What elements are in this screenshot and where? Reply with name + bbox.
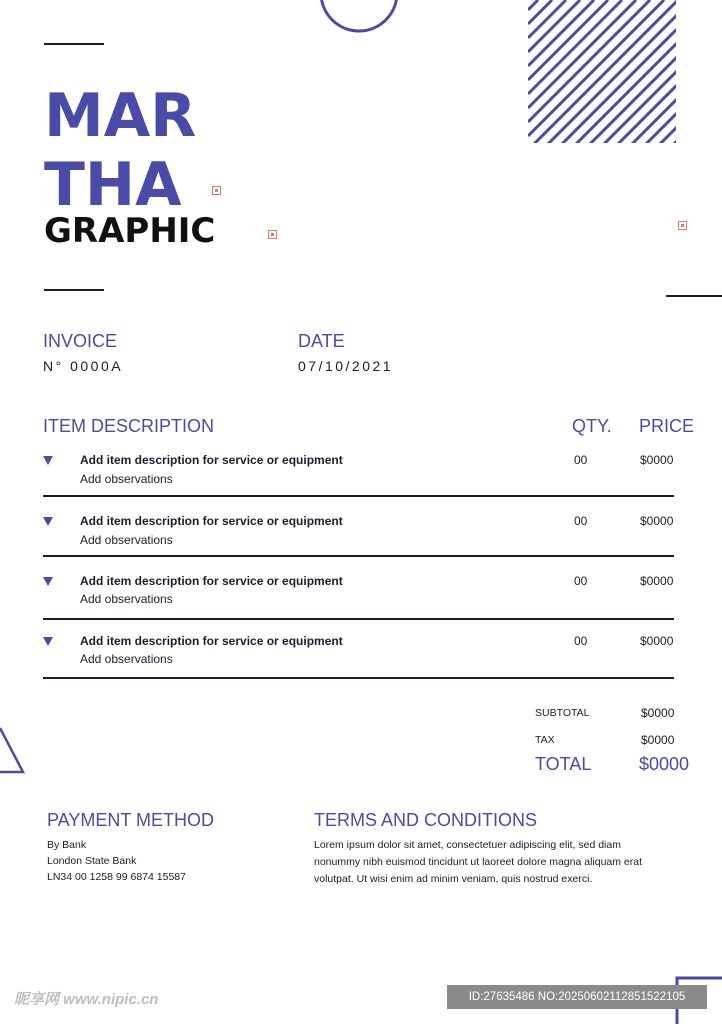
terms-line-3: volutpat. Ut wisi enim ad minim veniam, quis nostrud exerci. [314,873,593,885]
watermark-id-text: ID:27635486 NO:20250602112851522105 [468,991,686,1003]
triangle-bullet-icon [43,517,53,526]
row-divider [43,555,674,557]
small-square-ornament-icon [268,230,277,239]
total-label: TOTAL [535,754,592,774]
triangle-ornament-icon [0,726,26,774]
triangle-bullet-icon [43,456,53,465]
circle-ornament-icon [318,0,400,34]
top-rule [44,43,104,45]
row-description: Add item description for service or equipment [80,514,343,528]
brand-line-3: GRAPHIC [44,211,216,251]
date-value: 07/10/2021 [298,358,394,374]
terms-line-1: Lorem ipsum dolor sit amet, consectetuer adipiscing elit, sed diam [314,839,621,851]
small-square-ornament-icon [212,186,221,195]
payment-line-3: LN34 00 1258 99 6874 15587 [47,871,186,883]
row-qty: 00 [574,574,588,588]
payment-line-1: By Bank [47,839,87,851]
invoice-number: N° 0000A [43,358,124,374]
small-square-ornament-icon [678,221,687,230]
row-qty: 00 [574,453,588,467]
watermark-id-bar [447,985,707,1009]
brand-bottom-rule [44,289,104,291]
tax-value: $0000 [641,733,675,747]
row-price: $0000 [640,514,674,528]
row-observations: Add observations [80,472,173,486]
triangle-bullet-icon [43,577,53,586]
terms-line-2: nonummy nibh euismod tincidunt ut laoreet dolore magna aliquam erat [314,856,643,868]
date-label: DATE [298,331,345,351]
tax-label: TAX [535,734,555,746]
row-qty: 00 [574,514,588,528]
row-divider [43,495,674,497]
row-description: Add item description for service or equipment [80,574,343,588]
total-value: $0000 [639,754,690,774]
row-price: $0000 [640,453,674,467]
row-price: $0000 [640,574,674,588]
item-description-header: ITEM DESCRIPTION [43,416,215,436]
row-divider [43,618,674,620]
qty-header: QTY. [572,416,612,436]
brand-line-2: THA [44,150,182,220]
subtotal-label: SUBTOTAL [535,707,590,719]
row-divider [43,677,674,679]
row-observations: Add observations [80,592,173,606]
invoice-label: INVOICE [43,331,118,351]
brand-line-1: MAR [44,81,197,151]
subtotal-value: $0000 [641,706,675,720]
watermark-logo: 昵享网 www.nipic.cn [14,991,159,1008]
row-observations: Add observations [80,533,173,547]
row-price: $0000 [640,634,674,648]
row-observations: Add observations [80,652,173,666]
price-header: PRICE [639,416,695,436]
row-description: Add item description for service or equipment [80,453,343,467]
right-edge-rule [666,295,722,297]
terms-title: TERMS AND CONDITIONS [314,810,538,830]
diagonal-stripes-pattern-icon [528,0,676,143]
payment-method-title: PAYMENT METHOD [47,810,215,830]
row-qty: 00 [574,634,588,648]
row-description: Add item description for service or equipment [80,634,343,648]
payment-line-2: London State Bank [47,855,137,867]
triangle-bullet-icon [43,637,53,646]
